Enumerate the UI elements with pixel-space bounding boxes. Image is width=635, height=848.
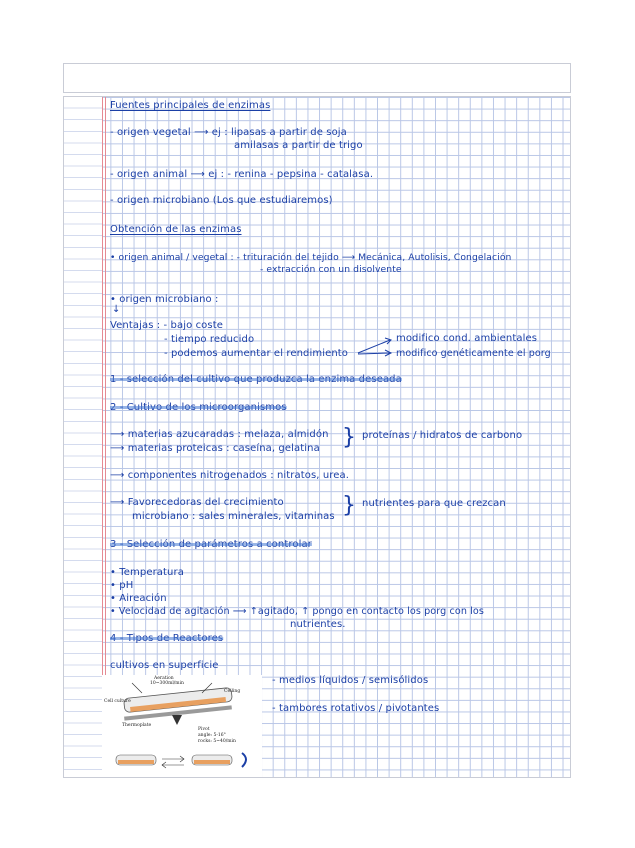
figure-label: 10~300ml/min — [150, 681, 184, 686]
note-line: ⟶ Favorecedoras del crecimiento — [110, 497, 284, 508]
header-box — [63, 63, 571, 93]
note-line: modifico cond. ambientales — [396, 333, 538, 344]
figure-label: Aeration — [154, 676, 174, 681]
note-line: - extracción con un disolvente — [260, 264, 402, 275]
figure-label: rocks: 5~40/min — [198, 739, 236, 744]
figure-label: Cell culture — [104, 699, 131, 704]
note-line: proteínas / hidratos de carbono — [362, 430, 523, 441]
brace-icon: } — [342, 493, 356, 518]
figure-label: Ceiling — [224, 689, 241, 694]
note-line: - podemos aumentar el rendimiento — [164, 348, 349, 359]
note-line: • origen animal / vegetal : - trituración del tejido ⟶ Mecánica, Autolisis, Congelación — [110, 252, 512, 263]
figure-label: angle: 5-16° — [198, 733, 226, 738]
note-line: microbiano : sales minerales, vitaminas — [132, 511, 335, 522]
note-line: ⟶ materias proteicas : caseína, gelatina — [110, 443, 320, 454]
note-line: modifico genéticamente el porg — [396, 348, 551, 359]
note-page — [63, 96, 571, 778]
note-line: ⟶ materias azucaradas : melaza, almidón — [110, 429, 329, 440]
note-line: - medios líquidos / semisólidos — [272, 675, 429, 686]
figure-label: Pivot — [198, 727, 210, 732]
note-line: • Temperatura — [110, 567, 184, 578]
note-line: amilasas a partir de trigo — [234, 140, 363, 151]
brace-icon: } — [342, 425, 356, 450]
note-line: Ventajas : - bajo coste — [110, 320, 223, 331]
reactor-figure — [102, 675, 262, 778]
note-line: - origen microbiano (Los que estudiaremos) — [110, 195, 333, 206]
note-line: • pH — [110, 580, 134, 591]
step-heading: 1 - selección del cultivo que produzca la enzima deseada — [110, 374, 402, 385]
note-line: - origen vegetal ⟶ ej : lipasas a partir de soja — [110, 127, 347, 138]
note-line: - tiempo reducido — [164, 334, 255, 345]
step-heading: 4 - Tipos de Reactores — [110, 633, 224, 644]
note-line: - tambores rotativos / pivotantes — [272, 703, 440, 714]
note-line: • origen microbiano : — [110, 294, 219, 305]
note-line: • Aireación — [110, 593, 167, 604]
down-arrow-icon: ↓ — [112, 304, 121, 315]
branch-arrows-icon — [356, 334, 396, 358]
note-line: nutrientes. — [290, 619, 346, 630]
step-heading: 2 - Cultivo de los microorganismos — [110, 402, 287, 413]
section-heading: Obtención de las enzimas — [110, 224, 242, 235]
note-line: ⟶ componentes nitrogenados : nitratos, urea. — [110, 470, 350, 481]
note-line: cultivos en superficie — [110, 660, 219, 671]
step-heading: 3 - Selección de parámetros a controlar — [110, 539, 312, 550]
note-line: • Velocidad de agitación ⟶ ↑agitado, ↑ pongo en contacto los porg con los — [110, 606, 484, 617]
note-title: Fuentes principales de enzimas — [110, 100, 271, 111]
figure-label: Thermoplate — [122, 723, 152, 728]
left-gutter — [64, 97, 102, 777]
note-line: nutrientes para que crezcan — [362, 498, 506, 509]
note-line: - origen animal ⟶ ej : - renina - pepsina - catalasa. — [110, 169, 374, 180]
